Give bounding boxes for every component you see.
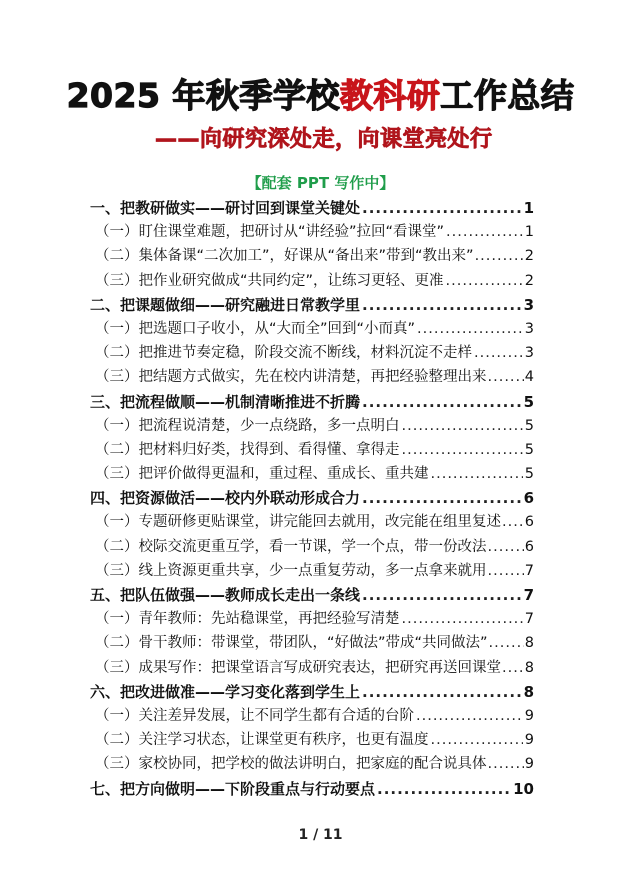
toc-subsection[interactable] [90, 317, 534, 341]
toc-leader-dots [488, 535, 524, 559]
toc-subsection[interactable] [90, 656, 534, 680]
toc-leader-dots [417, 317, 523, 341]
toc-leader-dots [475, 244, 524, 268]
toc-page-number: 5 [523, 392, 534, 411]
toc-entry-text: 一、把教研做实——研讨回到课堂关键处 [90, 199, 361, 217]
toc-section[interactable] [90, 583, 534, 607]
toc-entry-text: （二）集体备课“二次加工”，好课从“备出来”带到“教出来” [95, 248, 474, 265]
toc-entry-text: （二）关注学习状态，让课堂更有秩序，也更有温度 [95, 732, 429, 749]
toc-leader-dots [488, 365, 524, 389]
toc-entry-text: 二、把课题做细——研究融进日常教学里 [90, 295, 361, 314]
toc-subsection[interactable] [90, 438, 534, 462]
toc-page-number: 6 [523, 489, 534, 508]
toc-leader-dots [446, 269, 523, 293]
page-indicator: 1 / 11 [298, 827, 343, 843]
toc-page-number: 9 [524, 707, 534, 724]
toc-page-number: 3 [524, 345, 534, 362]
toc-subsection[interactable] [90, 535, 534, 559]
title-suffix: 工作总结 [440, 76, 575, 115]
toc-leader-dots [474, 341, 523, 365]
ppt-tag: 【配套 PPT 写作中】 [246, 174, 395, 192]
toc-subsection[interactable] [90, 220, 534, 244]
toc-entry-text: （二）骨干教师：带课堂，带团队，“好做法”带成“共同做法” [95, 635, 488, 652]
toc-entry-text: 三、把流程做顺——机制清晰推进不折腾 [90, 392, 361, 411]
toc-page-number: 9 [524, 732, 534, 749]
toc-section[interactable] [90, 293, 534, 317]
toc-subsection[interactable] [90, 510, 534, 534]
toc-leader-dots [362, 293, 522, 317]
toc-leader-dots [362, 390, 522, 414]
toc-subsection[interactable] [90, 269, 534, 293]
toc-entry-text: 四、把资源做活——校内外联动形成合力 [90, 489, 361, 508]
toc-leader-dots [377, 777, 511, 801]
toc-entry-text: （三）把评价做得更温和，重过程、重成长、重共建 [95, 466, 429, 483]
title-highlight: 教科研 [339, 76, 441, 115]
toc-page-number: 5 [524, 417, 534, 434]
toc-page-number: 2 [524, 272, 534, 289]
toc-entry-text: （一）把流程说清楚，少一点绕路，多一点明白 [95, 417, 400, 434]
toc-leader-dots [402, 607, 523, 631]
toc-page-number: 3 [524, 320, 534, 337]
toc-page-number: 10 [513, 779, 534, 798]
toc-leader-dots [489, 631, 524, 655]
toc-subsection[interactable] [90, 462, 534, 486]
toc-subsection[interactable] [90, 704, 534, 728]
table-of-contents [90, 196, 534, 801]
toc-page-number: 5 [524, 466, 534, 483]
toc-entry-text: （一）盯住课堂难题，把研讨从“讲经验”拉回“看课堂” [95, 224, 445, 241]
toc-entry-text: （三）成果写作：把课堂语言写成研究表达，把研究再送回课堂 [95, 659, 501, 676]
toc-section[interactable] [90, 390, 534, 414]
toc-leader-dots [362, 486, 522, 510]
toc-entry-text: （一）关注差异发展，让不同学生都有合适的台阶 [95, 707, 414, 724]
toc-leader-dots [431, 728, 523, 752]
toc-leader-dots [502, 656, 524, 680]
toc-entry-text: 六、把改进做准——学习变化落到学生上 [90, 682, 361, 701]
toc-leader-dots [402, 414, 523, 438]
toc-section[interactable] [90, 196, 534, 220]
toc-leader-dots [431, 462, 523, 486]
toc-section[interactable] [90, 680, 534, 704]
toc-leader-dots [362, 680, 522, 704]
toc-section[interactable] [90, 777, 534, 801]
toc-page-number: 2 [524, 248, 534, 265]
toc-page-number: 6 [524, 538, 534, 555]
toc-page-number: 5 [524, 441, 534, 458]
toc-leader-dots [416, 704, 523, 728]
toc-subsection[interactable] [90, 244, 534, 268]
toc-page-number: 3 [523, 295, 534, 314]
document-subtitle: ——向研究深处走，向课堂亮处行 [155, 127, 493, 152]
toc-entry-text: （一）青年教师：先站稳课堂，再把经验写清楚 [95, 611, 400, 628]
toc-entry-text: （三）线上资源更重共享，少一点重复劳动，多一点拿来就用 [95, 562, 487, 579]
toc-page-number: 8 [523, 682, 534, 701]
toc-entry-text: （二）把材料归好类，找得到、看得懂、拿得走 [95, 441, 400, 458]
toc-entry-text: （三）家校协同，把学校的做法讲明白，把家庭的配合说具体 [95, 756, 487, 773]
toc-page-number: 8 [524, 659, 534, 676]
toc-page-number: 1 [524, 224, 534, 241]
toc-subsection[interactable] [90, 607, 534, 631]
toc-subsection[interactable] [90, 728, 534, 752]
toc-page-number: 9 [524, 756, 534, 773]
document-title [0, 70, 641, 117]
toc-leader-dots [488, 752, 524, 776]
toc-entry-text: 五、把队伍做强——教师成长走出一条线 [90, 586, 361, 604]
toc-leader-dots [446, 220, 523, 244]
toc-page-number: 8 [524, 635, 534, 652]
title-prefix: 2025 年秋季学校 [66, 76, 340, 115]
toc-subsection[interactable] [90, 414, 534, 438]
toc-subsection[interactable] [90, 752, 534, 776]
toc-entry-text: （二）把推进节奏定稳，阶段交流不断线，材料沉淀不走样 [95, 345, 472, 362]
toc-subsection[interactable] [90, 365, 534, 389]
toc-entry-text: （三）把结题方式做实，先在校内讲清楚，再把经验整理出来 [95, 369, 487, 386]
toc-subsection[interactable] [90, 341, 534, 365]
toc-entry-text: （一）把选题口子收小，从“大而全”回到“小而真” [95, 320, 416, 337]
toc-leader-dots [502, 510, 524, 534]
toc-leader-dots [362, 583, 522, 607]
toc-page-number: 7 [524, 562, 534, 579]
toc-entry-text: （三）把作业研究做成“共同约定”，让练习更轻、更准 [95, 272, 444, 289]
toc-section[interactable] [90, 486, 534, 510]
toc-page-number: 1 [523, 199, 534, 217]
toc-entry-text: 七、把方向做明——下阶段重点与行动要点 [90, 779, 376, 798]
toc-page-number: 7 [524, 611, 534, 628]
toc-leader-dots [488, 559, 524, 583]
toc-page-number: 6 [524, 514, 534, 531]
toc-entry-text: （一）专题研修更贴课堂，讲完能回去就用，改完能在组里复述 [95, 514, 501, 531]
toc-subsection[interactable] [90, 559, 534, 583]
toc-leader-dots [402, 438, 523, 462]
toc-leader-dots [362, 196, 522, 220]
toc-page-number: 7 [523, 586, 534, 604]
toc-entry-text: （二）校际交流更重互学，看一节课，学一个点，带一份改法 [95, 538, 487, 555]
toc-page-number: 4 [524, 369, 534, 386]
toc-subsection[interactable] [90, 631, 534, 655]
